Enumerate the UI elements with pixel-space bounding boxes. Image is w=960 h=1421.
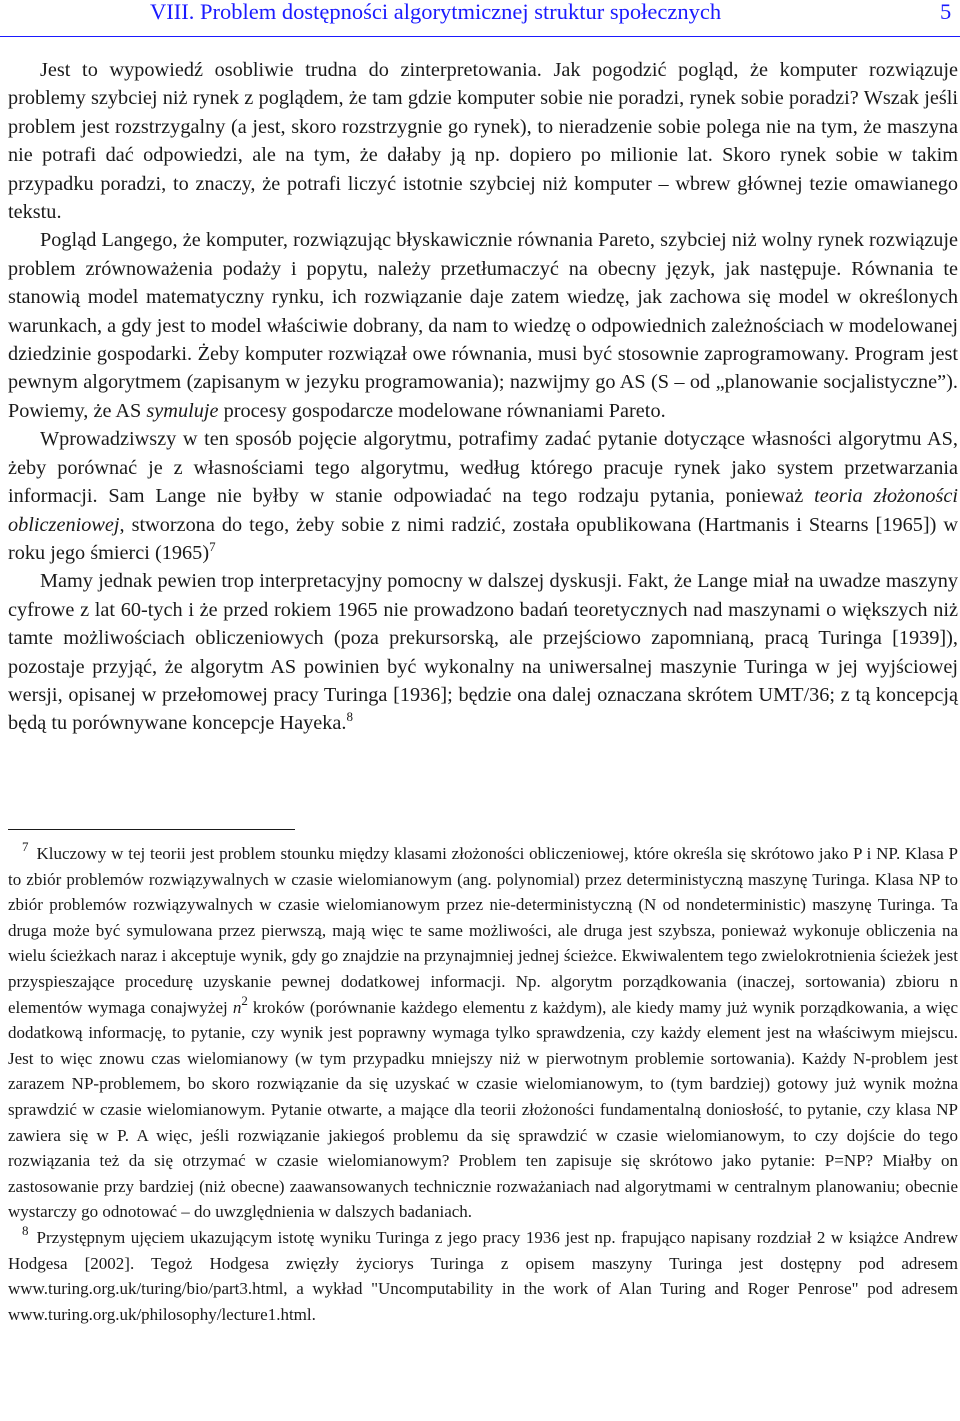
text-run: , stworzona do tego, żeby sobie z nimi radzić, została opublikowana (Hartmanis i Stearns [1965]) w roku jego śmierci (1965) (8, 513, 958, 564)
footnote-mark: 8 (22, 1222, 29, 1238)
paragraph (8, 425, 958, 567)
paragraph (8, 56, 958, 226)
footnote (8, 841, 958, 1225)
math-symbol: n (232, 997, 242, 1017)
text-run: Pogląd Langego, że komputer, rozwiązując błyskawicznie równania Pareto, szybciej niż wolny rynek rozwiązuje problem zrównoważenia podaży i popytu, należy przetłumaczyć na obecny język, jak następuje. Równania te stanowią model matematyczny rynku, ich rozwiązanie daje zatem wiedzę, jak zachowa się model w określonych warunkach, a gdy jest to model właściwie dobrany, da nam to wiedzę o odpowiednich zależnościach w modelowanej dziedzinie gospodarki. Żeby komputer rozwiązał owe równania, musi być stosownie zaprogramowany. Program jest pewnym algorytmem (zapisanym w jezyku programowania); nazwijmy go AS (S – od „planowanie socjalistyczne”). Powiemy, że AS (8, 229, 958, 422)
text-run: Jest to wypowiedź osobliwie trudna do zinterpretowania. Jak pogodzić pogląd, że komputer rozwiązuje problemy szybciej niż rynek z poglądem, że tam gdzie komputer sobie nie poradzi, rynek sobie poradzi? Wszak jeśli problem jest rozstrzygalny (a jest, skoro rozstrzygnie go rynek), to nieradzenie sobie polega nie na tym, że maszyna nie potrafi dać odpowiedzi, ale na tym, że dałaby ją np. dopiero po milionie lat. Skoro rynek sobie w takim przypadku poradzi, to znaczy, że potrafi liczyć istotnie szybciej niż komputer – wbrew głównej tezie omawianego tekstu. (8, 59, 958, 224)
italic-text: teoria złożoności obliczeniowej (8, 485, 959, 536)
text-run: Mamy jednak pewien trop interpretacyjny pomocny w dalszej dyskusji. Fakt, że Lange miał na uwadze maszyny cyfrowe z lat 60-tych i że przed rokiem 1965 nie prowadzono badań teoretycznych nad maszynami o większych niż tamte możliwościach obliczeniowych (poza prekursorską, ale przejściowo zapomnianą, pracą Turinga [1939]), pozostaje przyjąć, że algorytm AS powinien być wykonalny na uniwersalnej maszynie Turinga w jej wyjściowej wersji, opisanej w przełomowej pracy Turinga [1936]; będzie ona dalej oznaczana skrótem UMT/36; z tą koncepcją będą tu porównywane koncepcje Hayeka. (8, 570, 958, 735)
text-run: Przystępnym ujęciem ukazującym istotę wyniku Turinga z jego pracy 1936 jest np. frapująco napisany rozdział 2 w książce Andrew Hodgesa [2002]. Tegoż Hodgesa zwięzły życiorys Turinga z opisem maszyny Turinga jest dostępny pod adresem www.turing.org.uk/turing/bio/part3.html, a wykład "Uncomputability in the work of Alan Turing and Roger Penrose" pod adresem www.turing.org.uk/philosophy/lecture1.html. (8, 1227, 958, 1324)
chapter-title: VIII. Problem dostępności algorytmicznej struktur społecznych (150, 0, 722, 24)
footnotes (8, 841, 958, 1327)
superscript: 2 (241, 992, 248, 1008)
paragraph (8, 226, 958, 425)
superscript: 7 (209, 538, 216, 554)
text-run: kroków (porównanie każdego elementu z każdym), ale kiedy mamy już wynik porządkowania, a więc dodatkową informację, to pytanie, czy wynik jest poprawny wymaga tylko sprawdzenia, czy każdy element jest na właściwym miejscu. Jest to więc znowu czas wielomianowy (w tym przypadku mniejszy niż w pierwotnym problemie sortowania). Każdy N-problem jest zarazem NP-problemem, bo skoro rozwiązanie da się uzyskać w czasie wielomianowym, to (tym bardziej) gotowy już wynik można sprawdzić w czasie wielomianowym. Pytanie otwarte, a mające dla teorii złożoności fundamentalną doniosłość, to pytanie, czy klasa NP zawiera się w P. A więc, jeśli rozwiązanie jakiegoś problemu da się sprawdzić w czasie wielomianowym, to czy dojście do tego rozwiązania też da się otrzymać w czasie wielomianowym? Problem ten zapisuje się skrótowo jako pytanie: P=NP? Miałby on zastosowanie przy bardziej (niż obecne) zaawansowanych technicznie rozważaniach nad algorytmami w centralnym planowaniu; obecnie wystarczy go odnotować – do uwzględnienia w dalszych badaniach. (8, 997, 959, 1222)
text-run: Kluczowy w tej teorii jest problem stounku między klasami złożoności obliczeniowej, które określa się skrótowo jako P i NP. Klasa P to zbiór problemów rozwiązywalnych w czasie wielomianowym (ang. polynomial) przez deterministyczną maszynę Turinga. Klasa NP to zbiór problemów rozwiązywalnych w czasie wielomianowym przez nie-deterministyczną (N od nondeterministic) maszynę Turinga. Ta druga może być symulowana przez pierwszą, mają więc te same możliwości, ale druga jest szybsza, ponieważ wykonuje obliczenia na wielu ścieżkach naraz i akceptuje wynik, gdy go znajdzie na przynajmniej jednej ścieżce. Ekwiwalentem tego zwielokrotnienia ścieżek jest przyspieszające procedurę uzyskanie pewnej dodatkowej informacji. Np. algorytm porządkowania (inaczej, sortowania) zbioru n elementów wymaga conajwyżej (8, 844, 958, 1017)
paragraph (8, 567, 958, 737)
page-number: 5 (940, 0, 952, 24)
text-run: Wprowadziwszy w ten sposób pojęcie algorytmu, potrafimy zadać pytanie dotyczące własności algorytmu AS, żeby porównać je z własnościami tego algorytmu, według którego pracuje rynek jako system przetwarzania informacji. Sam Lange nie byłby w stanie odpowiadać na tego rodzaju pytania, ponieważ (8, 428, 958, 508)
text-run: procesy gospodarcze modelowane równaniami Pareto. (218, 399, 666, 422)
italic-text: symuluje (146, 399, 219, 422)
header-rule (0, 36, 960, 37)
main-text (8, 56, 958, 738)
footnote-separator (8, 829, 295, 830)
superscript: 8 (346, 709, 353, 725)
footnote (8, 1222, 958, 1327)
footnote-mark: 7 (22, 839, 29, 854)
running-header (0, 0, 960, 40)
